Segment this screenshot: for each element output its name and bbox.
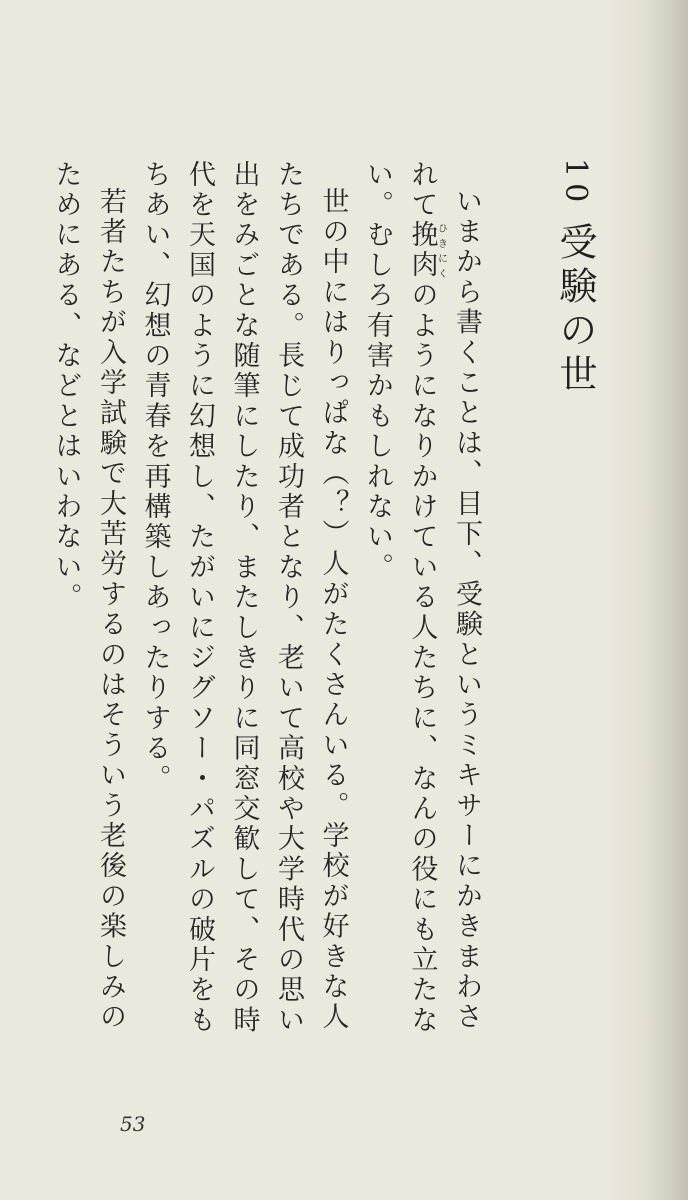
chapter-heading [545,158,605,518]
body-text [50,160,488,1060]
chapter-title: 受験の世 [553,222,597,399]
ruby-word [406,220,447,281]
paragraph-1 [355,160,489,1060]
paragraph-1-part-2: のようになりかけている人たちに、なんの役にも立たない。むしろ有害かもしれない。 [362,160,438,1036]
next-page-edge [642,0,688,1200]
chapter-number: 10 [558,158,593,209]
ruby-reading: ひきにく [435,220,447,281]
paragraph-2: 世の中にはりっぱな（？）人がたくさんいる。学校が好きな人たちである。長じて成功者となり、老いて高校や大学時代の思い出をみごとな随筆にしたり、またしきりに同窓交歓して、その時代を天国のように幻想し、たがいにジグソー・パズルの破片をもちあい、幻想の青春を再構築しあったりする。 [139,160,349,1036]
paragraph-1-part-1: いまから書くことは、目下、受験というミキサーにかきまわされて [406,160,482,1033]
ruby-base: 挽肉 [406,220,438,281]
page-number: 53 [120,1112,146,1136]
paragraph-3: 若者たちが入学試験で大苦労するのはそういう老後の楽しみのためにある、などとはいわない。 [50,160,126,1033]
